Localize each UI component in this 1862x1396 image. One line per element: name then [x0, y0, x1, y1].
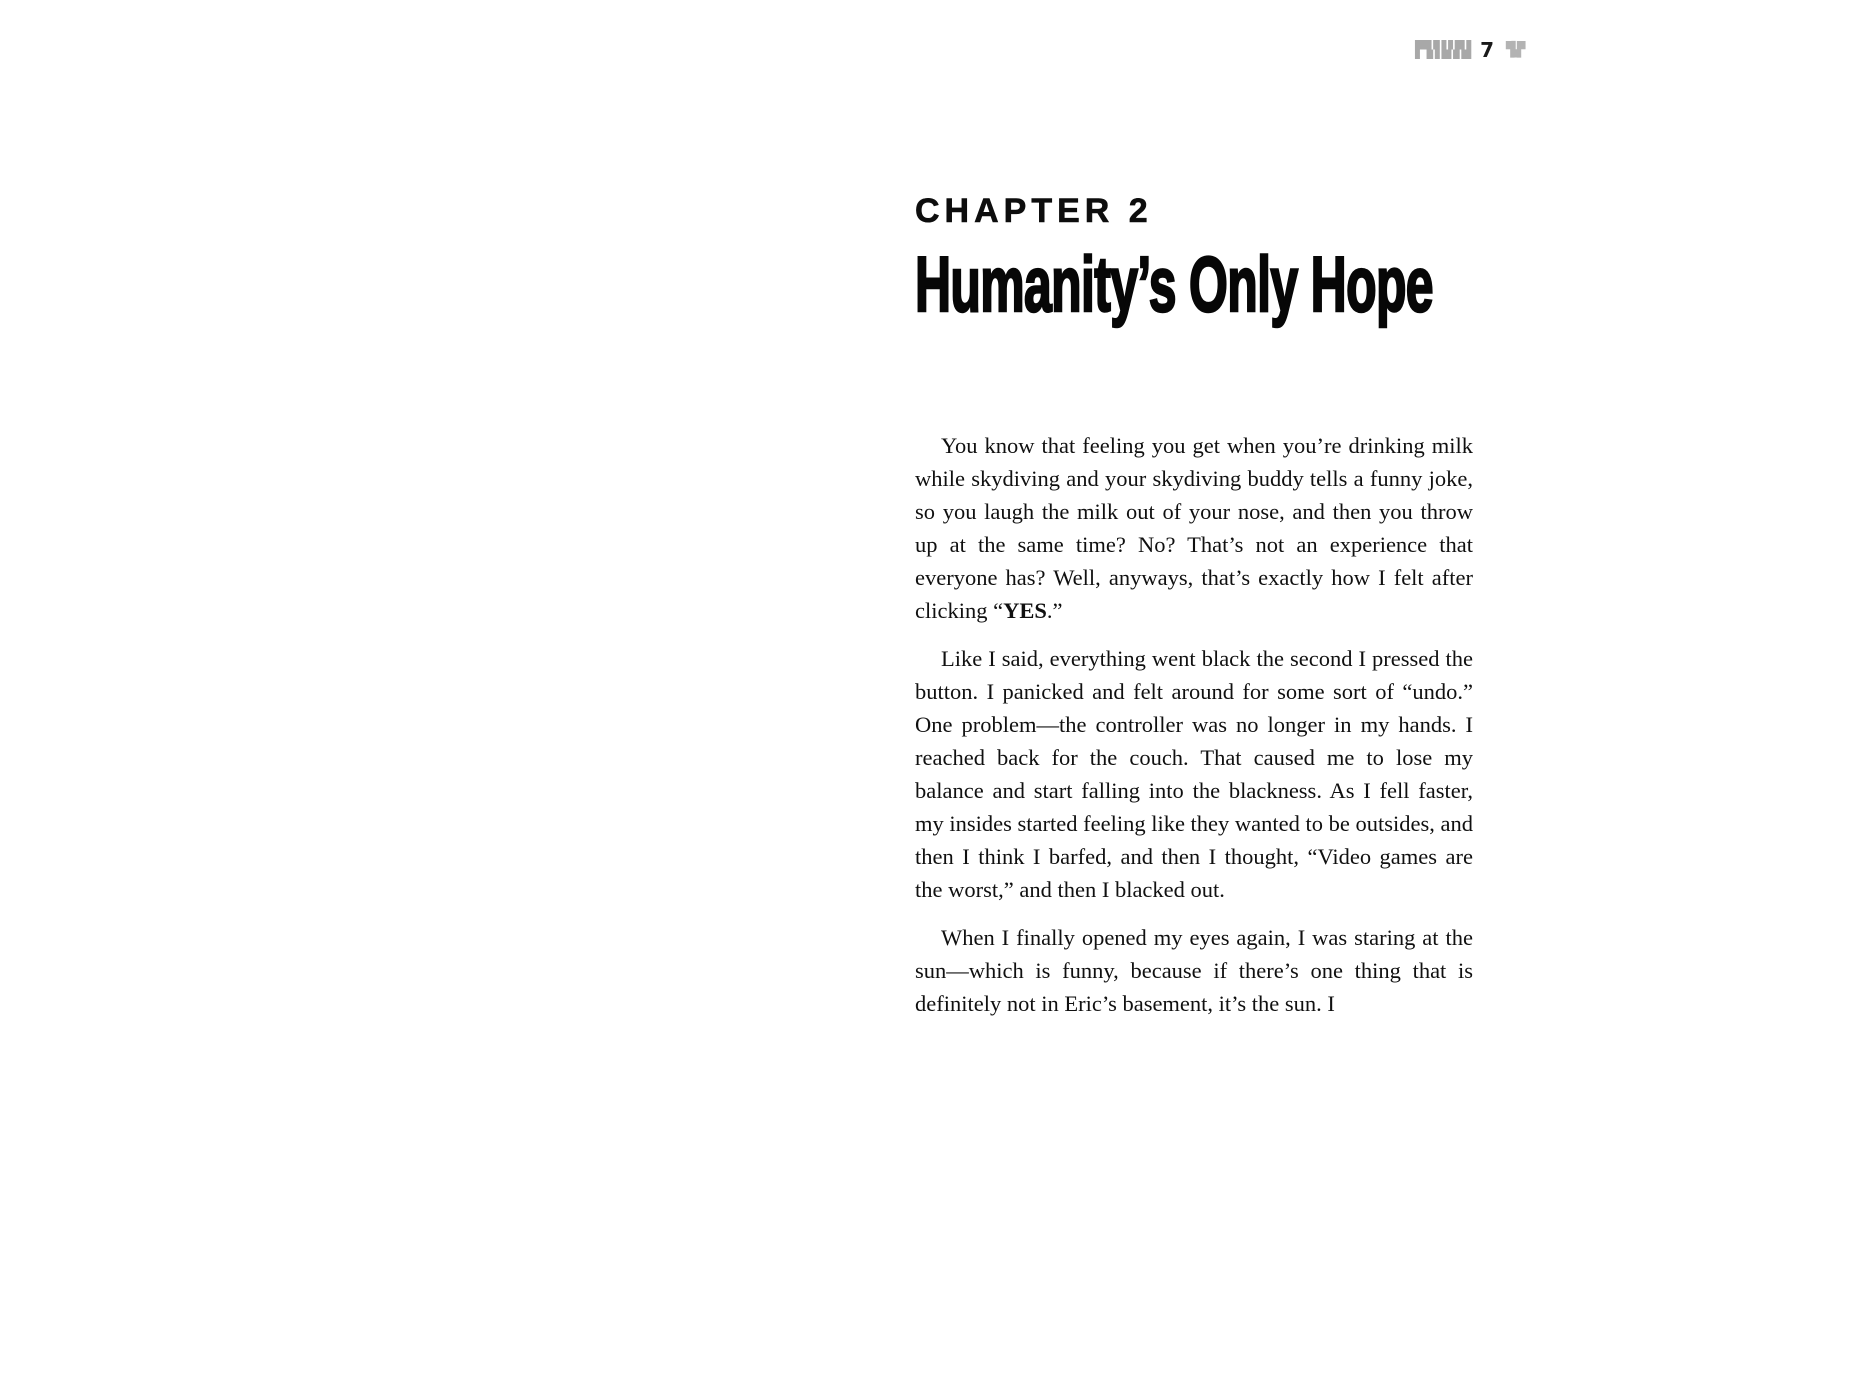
glitch-decoration-right: ▜▙▛: [1505, 42, 1523, 58]
chapter-label: CHAPTER 2: [915, 192, 1153, 230]
chapter-content: [915, 192, 1473, 1020]
paragraph-1-text-pre: You know that feeling you get when you’re drinking milk while skydiving and your skydiving buddy tells a funny joke, so you laugh the milk out of your nose, and then you throw up at the same time? No? That’s not an experience that everyone has? Well, anyways, that’s exactly how I felt after clicking “: [915, 433, 1473, 623]
running-header: [1415, 38, 1522, 62]
yes-emphasis: YES: [1003, 598, 1047, 623]
glitch-decoration-left: ▛▜▞▌▙▚▛▟: [1415, 40, 1469, 59]
paragraph-1: [915, 429, 1473, 627]
chapter-title: Humanity’s Only Hope: [915, 240, 1433, 328]
paragraph-2: Like I said, everything went black the second I pressed the button. I panicked and felt around for some sort of “undo.” One problem—the controller was no longer in my hands. I reached back for the couch. That caused me to lose my balance and start falling into the blackness. As I fell faster, my insides started feeling like they wanted to be outsides, and then I think I barfed, and then I thought, “Video games are the worst,” and then I blacked out.: [915, 646, 1473, 902]
page-number: 7: [1480, 38, 1494, 62]
paragraph-1-text-post: .”: [1046, 598, 1063, 623]
body-text: [915, 429, 1473, 1020]
paragraph-3: When I finally opened my eyes again, I was staring at the sun—which is funny, because if there’s one thing that is definitely not in Eric’s basement, it’s the sun. I: [915, 925, 1473, 1016]
